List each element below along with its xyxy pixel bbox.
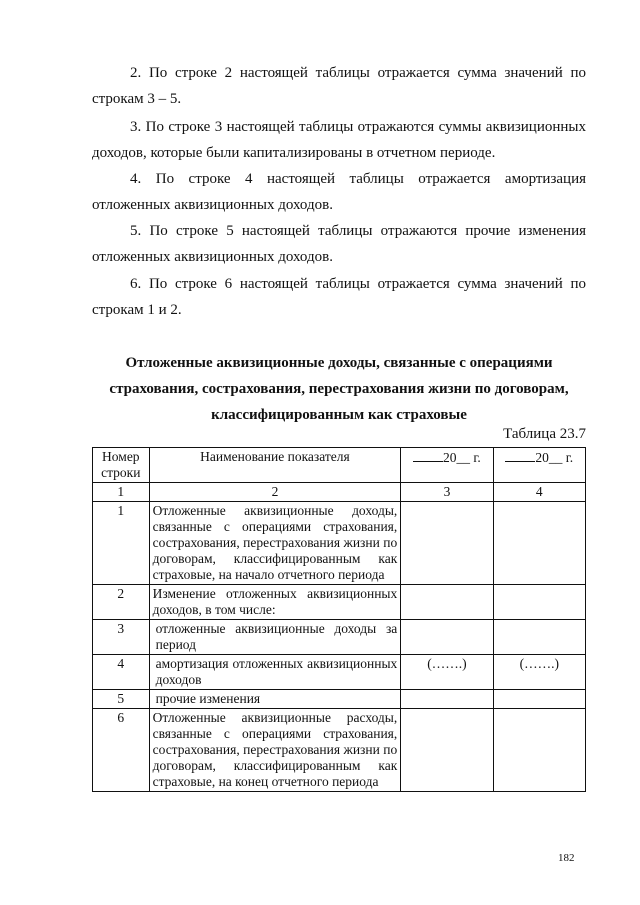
- column-number-row: [93, 483, 586, 502]
- paragraph-line: 2. По строке 2 настоящей таблицы отражается сумма значений по: [130, 65, 586, 81]
- table-heading: Отложенные аквизиционные доходы, связанные с операциями страхования, сострахования, перестрахования жизни по договорам, классифицированным как страховые: [109, 355, 569, 423]
- row-indicator-name: амортизация отложенных аквизиционных доходов: [149, 655, 401, 690]
- table-caption: Таблица 23.7: [503, 426, 586, 442]
- header-year-2: [493, 448, 585, 483]
- column-number: 2: [149, 483, 401, 502]
- paragraph-line: отложенных аквизиционных доходов.: [92, 249, 333, 265]
- column-number: 4: [493, 483, 585, 502]
- report-table: [92, 447, 586, 792]
- header-year-1-label: 20__ г.: [443, 450, 481, 465]
- table-row: [93, 585, 586, 620]
- row-value-col3: [401, 502, 493, 585]
- row-indicator-name: Отложенные аквизиционные расходы, связанные с операциями страхования, сострахования, перестрахования жизни по договорам, классифицированным как страховые, на конец отчетного периода: [149, 709, 401, 792]
- row-indicator-name: Изменение отложенных аквизиционных доходов, в том числе:: [149, 585, 401, 620]
- paragraph-line: 6. По строке 6 настоящей таблицы отражается сумма значений по: [130, 276, 586, 292]
- paragraph-4: [92, 218, 586, 270]
- paragraph-line: отложенных аквизиционных доходов.: [92, 197, 333, 213]
- row-number: 4: [93, 655, 150, 690]
- row-value-col4: [493, 502, 585, 585]
- column-number: 3: [401, 483, 493, 502]
- row-number: 1: [93, 502, 150, 585]
- paragraph-line: 3. По строке 3 настоящей таблицы отражаются суммы аквизиционных: [130, 119, 586, 135]
- table-header-row: [93, 448, 586, 483]
- paragraph-line: 5. По строке 5 настоящей таблицы отражаются прочие изменения: [130, 223, 586, 239]
- row-value-col4: [493, 690, 585, 709]
- paragraph-line: 4. По строке 4 настоящей таблицы отражается амортизация: [130, 171, 586, 187]
- row-indicator-name: прочие изменения: [149, 690, 401, 709]
- paragraph-3: [92, 166, 586, 218]
- row-value-col4: (…….): [493, 655, 585, 690]
- row-number: 3: [93, 620, 150, 655]
- row-number: 5: [93, 690, 150, 709]
- table-row: [93, 502, 586, 585]
- header-row-number: Номер строки: [93, 448, 150, 483]
- paragraph-2: [92, 114, 586, 166]
- row-value-col3: [401, 620, 493, 655]
- row-value-col3: [401, 585, 493, 620]
- paragraph-5: [92, 271, 586, 323]
- header-year-2-label: 20__ г.: [535, 450, 574, 465]
- row-number: 6: [93, 709, 150, 792]
- header-year-1: [401, 448, 493, 483]
- paragraph-line: доходов, которые были капитализированы в отчетном периоде.: [92, 145, 496, 161]
- table-row: [93, 655, 586, 690]
- paragraph-1: [92, 60, 586, 112]
- column-number: 1: [93, 483, 150, 502]
- row-value-col4: [493, 620, 585, 655]
- row-number: 2: [93, 585, 150, 620]
- table-row: [93, 620, 586, 655]
- row-value-col3: (…….): [401, 655, 493, 690]
- row-indicator-name: Отложенные аквизиционные доходы, связанные с операциями страхования, сострахования, перестрахования жизни по договорам, классифицированным как страховые, на начало отчетного периода: [149, 502, 401, 585]
- header-indicator-name: Наименование показателя: [149, 448, 401, 483]
- row-value-col4: [493, 709, 585, 792]
- row-value-col3: [401, 709, 493, 792]
- row-value-col4: [493, 585, 585, 620]
- paragraph-line: строкам 1 и 2.: [92, 302, 182, 318]
- row-indicator-name: отложенные аквизиционные доходы за период: [149, 620, 401, 655]
- page-number: 182: [558, 852, 575, 864]
- paragraph-line: строкам 3 – 5.: [92, 91, 182, 107]
- table-row: [93, 709, 586, 792]
- table-row: [93, 690, 586, 709]
- row-value-col3: [401, 690, 493, 709]
